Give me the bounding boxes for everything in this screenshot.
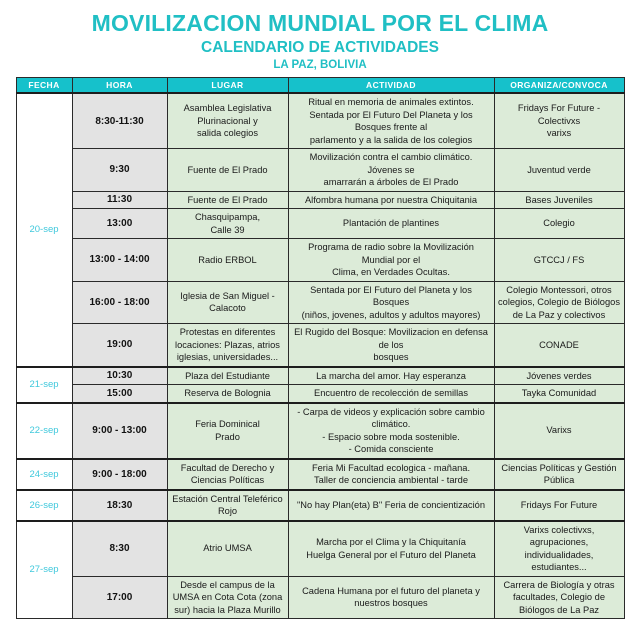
cell-actividad: Plantación de plantines bbox=[288, 209, 494, 239]
table-row bbox=[16, 385, 624, 403]
table-row bbox=[16, 459, 624, 490]
page-subtitle: CALENDARIO DE ACTIVIDADES bbox=[201, 39, 439, 56]
cell-actividad: La marcha del amor. Hay esperanza bbox=[288, 367, 494, 385]
cell-lugar: Asamblea Legislativa Plurinacional y salida colegios bbox=[167, 93, 288, 149]
cell-hora: 13:00 - 14:00 bbox=[72, 239, 167, 282]
table-row bbox=[16, 93, 624, 149]
table-row bbox=[16, 149, 624, 192]
cell-organiza: Carrera de Biología y otras facultades, Colegio de Biólogos de La Paz bbox=[494, 576, 624, 619]
cell-actividad: Cadena Humana por el futuro del planeta y nuestros bosques bbox=[288, 576, 494, 619]
cell-actividad: Alfombra humana por nuestra Chiquitania bbox=[288, 191, 494, 209]
table-row bbox=[16, 367, 624, 385]
cell-organiza: CONADE bbox=[494, 324, 624, 367]
cell-actividad: - Carpa de videos y explicación sobre cambio climático. - Espacio sobre moda sostenible. - Comida consciente bbox=[288, 403, 494, 459]
column-header-actividad: ACTIVIDAD bbox=[288, 78, 494, 94]
cell-hora: 9:30 bbox=[72, 149, 167, 192]
cell-hora: 15:00 bbox=[72, 385, 167, 403]
cell-hora: 9:00 - 13:00 bbox=[72, 403, 167, 459]
column-header-hora: HORA bbox=[72, 78, 167, 94]
table-row bbox=[16, 281, 624, 324]
cell-lugar: Radio ERBOL bbox=[167, 239, 288, 282]
cell-organiza: Colegio bbox=[494, 209, 624, 239]
page-title: MOVILIZACION MUNDIAL POR EL CLIMA bbox=[91, 10, 549, 36]
table-row bbox=[16, 521, 624, 577]
cell-organiza: Varixs colectivxs, agrupaciones, individualidades, estudiantes... bbox=[494, 521, 624, 577]
cell-hora: 9:00 - 18:00 bbox=[72, 459, 167, 490]
cell-lugar: Estación Central Teleférico Rojo bbox=[167, 490, 288, 521]
poster-header bbox=[0, 0, 640, 73]
column-header-organiza: ORGANIZA/CONVOCA bbox=[494, 78, 624, 94]
cell-fecha: 21-sep bbox=[16, 367, 72, 403]
cell-fecha: 24-sep bbox=[16, 459, 72, 490]
cell-hora: 13:00 bbox=[72, 209, 167, 239]
table-row bbox=[16, 403, 624, 459]
cell-lugar: Reserva de Bolognia bbox=[167, 385, 288, 403]
table-row bbox=[16, 239, 624, 282]
cell-organiza: Fridays For Future bbox=[494, 490, 624, 521]
cell-hora: 18:30 bbox=[72, 490, 167, 521]
column-header-lugar: LUGAR bbox=[167, 78, 288, 94]
activities-table bbox=[16, 77, 625, 619]
cell-organiza: Fridays For Future - Colectivxs varixs bbox=[494, 93, 624, 149]
table-row bbox=[16, 490, 624, 521]
cell-lugar: Desde el campus de la UMSA en Cota Cota (zona sur) hacia la Plaza Murillo bbox=[167, 576, 288, 619]
cell-organiza: Bases Juveniles bbox=[494, 191, 624, 209]
cell-actividad: Encuentro de recolección de semillas bbox=[288, 385, 494, 403]
cell-organiza: Colegio Montessori, otros colegios, Colegio de Biólogos de La Paz y colectivos bbox=[494, 281, 624, 324]
cell-actividad: Feria Mi Facultad ecologica - mañana. Taller de conciencia ambiental - tarde bbox=[288, 459, 494, 490]
cell-lugar: Protestas en diferentes locaciones: Plazas, atrios iglesias, universidades... bbox=[167, 324, 288, 367]
column-header-fecha: FECHA bbox=[16, 78, 72, 94]
cell-fecha: 27-sep bbox=[16, 521, 72, 619]
cell-actividad: Sentada por El Futuro del Planeta y los Bosques (niños, jovenes, adultos y adultos mayores) bbox=[288, 281, 494, 324]
table-row bbox=[16, 209, 624, 239]
cell-organiza: Ciencias Políticas y Gestión Pública bbox=[494, 459, 624, 490]
table-row bbox=[16, 191, 624, 209]
table-header-row bbox=[16, 78, 624, 94]
cell-actividad: Ritual en memoria de animales extintos. Sentada por El Futuro Del Planeta y los Bosques frente al parlamento y a la salida de los colegios bbox=[288, 93, 494, 149]
cell-lugar: Plaza del Estudiante bbox=[167, 367, 288, 385]
cell-lugar: Atrio UMSA bbox=[167, 521, 288, 577]
cell-hora: 17:00 bbox=[72, 576, 167, 619]
cell-lugar: Fuente de El Prado bbox=[167, 149, 288, 192]
cell-lugar: Fuente de El Prado bbox=[167, 191, 288, 209]
cell-fecha: 20-sep bbox=[16, 93, 72, 367]
cell-hora: 8:30-11:30 bbox=[72, 93, 167, 149]
cell-hora: 8:30 bbox=[72, 521, 167, 577]
cell-hora: 11:30 bbox=[72, 191, 167, 209]
cell-lugar: Facultad de Derecho y Ciencias Políticas bbox=[167, 459, 288, 490]
cell-actividad: Marcha por el Clima y la Chiquitanía Huelga General por el Futuro del Planeta bbox=[288, 521, 494, 577]
cell-lugar: Feria Dominical Prado bbox=[167, 403, 288, 459]
cell-organiza: Juventud verde bbox=[494, 149, 624, 192]
table-row bbox=[16, 324, 624, 367]
table-header bbox=[16, 78, 624, 94]
cell-hora: 19:00 bbox=[72, 324, 167, 367]
cell-organiza: Varixs bbox=[494, 403, 624, 459]
cell-organiza: Jóvenes verdes bbox=[494, 367, 624, 385]
cell-organiza: GTCCJ / FS bbox=[494, 239, 624, 282]
cell-fecha: 22-sep bbox=[16, 403, 72, 459]
cell-lugar: Iglesia de San Miguel - Calacoto bbox=[167, 281, 288, 324]
cell-fecha: 26-sep bbox=[16, 490, 72, 521]
cell-lugar: Chasquipampa, Calle 39 bbox=[167, 209, 288, 239]
cell-organiza: Tayka Comunidad bbox=[494, 385, 624, 403]
page-location: LA PAZ, BOLIVIA bbox=[273, 59, 367, 71]
cell-actividad: Programa de radio sobre la Movilización Mundial por el Clima, en Verdades Ocultas. bbox=[288, 239, 494, 282]
cell-actividad: El Rugido del Bosque: Movilizacion en defensa de los bosques bbox=[288, 324, 494, 367]
cell-hora: 16:00 - 18:00 bbox=[72, 281, 167, 324]
cell-actividad: Movilización contra el cambio climático. Jóvenes se amarrarán a árboles de El Prado bbox=[288, 149, 494, 192]
table-body bbox=[16, 93, 624, 619]
table-row bbox=[16, 576, 624, 619]
cell-actividad: "No hay Plan(eta) B" Feria de concientización bbox=[288, 490, 494, 521]
cell-hora: 10:30 bbox=[72, 367, 167, 385]
